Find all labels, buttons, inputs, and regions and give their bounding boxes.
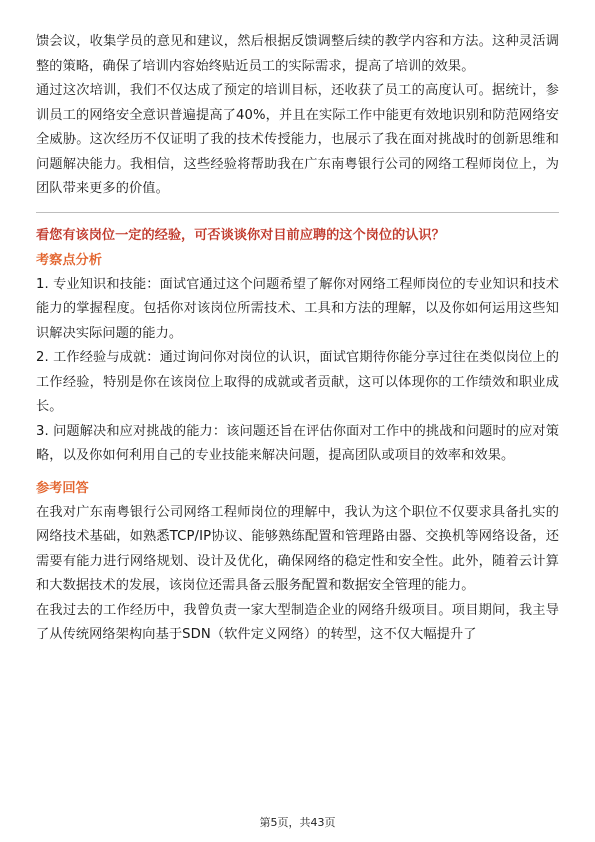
reference-paragraph: 在我对广东南粤银行公司网络工程师岗位的理解中，我认为这个职位不仅要求具备扎实的网络技术基础，如熟悉TCP/IP协议、能够熟练配置和管理路由器、交换机等网络设备，还需要有能力进行网络规划、设计及优化，确保网络的稳定性和安全性。此外，随着云计算和大数据技术的发展，该岗位还需具备云服务配置和数据安全管理的能力。 bbox=[36, 504, 559, 593]
body-paragraph: 通过这次培训，我们不仅达成了预定的培训目标，还收获了员工的高度认可。据统计，参训员工的网络安全意识普遍提高了40%，并且在实际工作中能更有效地识别和防范网络安全威胁。这次经历不仅证明了我的技术传授能力，也展示了我在面对挑战时的创新思维和问题解决能力。我相信，这些经验将帮助我在广东南粤银行公司的网络工程师岗位上，为团队带来更多的价值。 bbox=[36, 83, 559, 196]
body-paragraph: 馈会议，收集学员的意见和建议，然后根据反馈调整后续的教学内容和方法。这种灵活调整的策略，确保了培训内容始终贴近员工的实际需求，提高了培训的效果。 bbox=[36, 34, 559, 74]
page-number: 第5页，共43页 bbox=[259, 816, 336, 829]
reference-heading: 参考回答 bbox=[36, 480, 89, 496]
analysis-item: 2. 工作经验与成就：通过询问你对岗位的认识，面试官期待你能分享过往在类似岗位上的工作经验，特别是你在该岗位上取得的成就或者贡献，这可以体现你的工作绩效和职业成长。 bbox=[36, 350, 559, 414]
analysis-item: 1. 专业知识和技能：面试官通过这个问题希望了解你对网络工程师岗位的专业知识和技术能力的掌握程度。包括你对该岗位所需技术、工具和方法的理解，以及你如何运用这些知识解决实际问题的能力。 bbox=[36, 276, 559, 341]
analysis-heading: 考察点分析 bbox=[36, 252, 102, 268]
document-page bbox=[36, 30, 559, 648]
interview-question: 看您有该岗位一定的经验，可否谈谈你对目前应聘的这个岗位的认识？ bbox=[36, 227, 445, 243]
reference-paragraph: 在我过去的工作经历中，我曾负责一家大型制造企业的网络升级项目。项目期间，我主导了从传统网络架构向基于SDN（软件定义网络）的转型，这不仅大幅提升了 bbox=[36, 602, 559, 642]
spacer bbox=[36, 469, 559, 477]
analysis-item: 3. 问题解决和应对挑战的能力：该问题还旨在评估你面对工作中的挑战和问题时的应对策略，以及你如何利用自己的专业技能来解决问题，提高团队或项目的效率和效果。 bbox=[36, 423, 559, 463]
section-divider bbox=[36, 212, 559, 213]
